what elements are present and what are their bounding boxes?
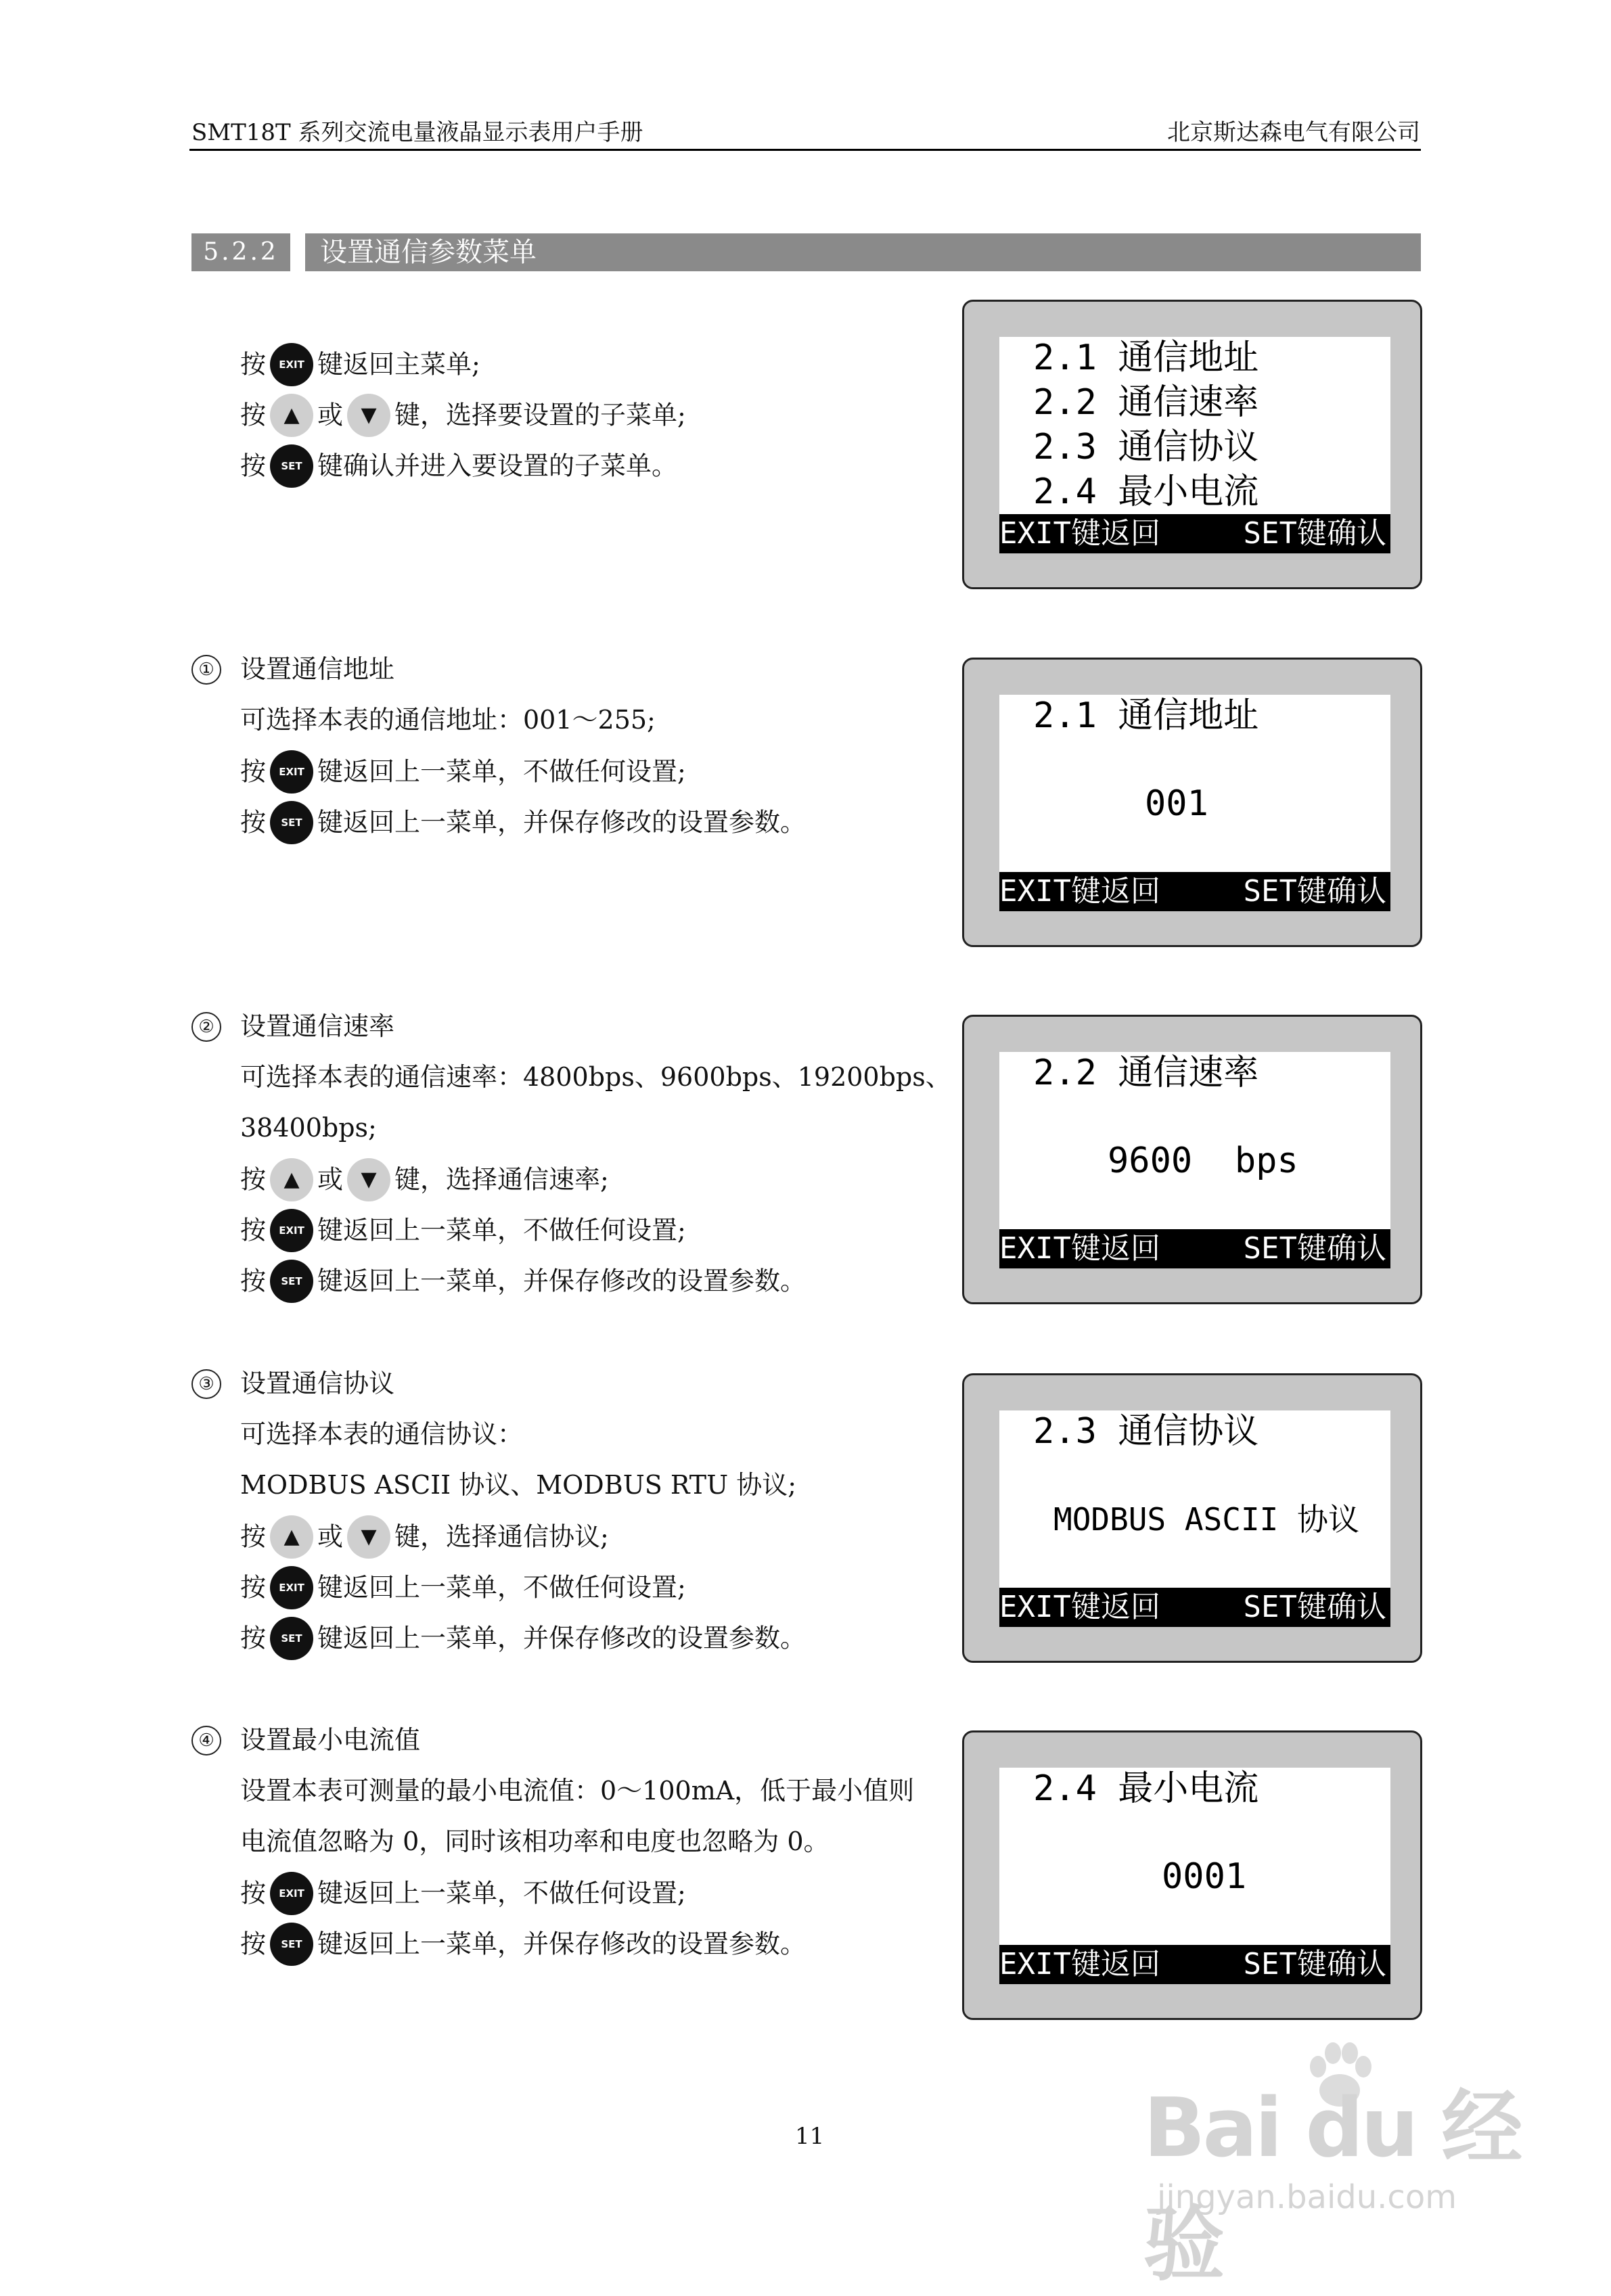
lcd-title: 2.1 通信地址: [1033, 695, 1259, 736]
up-key-icon: ▲: [270, 394, 313, 437]
item-desc: 38400bps;: [240, 1113, 377, 1143]
header-company: 北京斯达森电气有限公司: [1167, 119, 1420, 146]
exit-key-icon: EXIT: [270, 750, 313, 794]
set-key-icon: SET: [270, 1260, 313, 1303]
lcd-softkey-bar: EXIT键返回 SET键确认: [999, 1588, 1390, 1627]
down-key-icon: ▼: [347, 1515, 390, 1559]
lcd-softkey-bar: EXIT键返回 SET键确认: [999, 1945, 1390, 1984]
set-key-icon: SET: [270, 444, 313, 488]
lcd-screen: [999, 1052, 1390, 1268]
item-set-line: 按 SET 键返回上一菜单，并保存修改的设置参数。: [240, 1262, 806, 1305]
page-number: 11: [795, 2123, 825, 2150]
intro-line-exit: 按 EXIT 键返回主菜单;: [240, 345, 480, 388]
watermark-url: jingyan.baidu.com: [1157, 2178, 1457, 2216]
menu-line: 2.2 通信速率: [1033, 382, 1259, 423]
item-desc: 设置本表可测量的最小电流值：0～100mA，低于最小值则: [240, 1776, 915, 1806]
intro-line-set: 按 SET 键确认并进入要设置的子菜单。: [240, 446, 677, 490]
lcd-title: 2.3 通信协议: [1033, 1411, 1259, 1452]
lcd-screen: [999, 1410, 1390, 1627]
lcd-screen: [999, 695, 1390, 911]
down-key-icon: ▼: [347, 394, 390, 437]
lcd-softkey-bar: EXIT键返回 SET键确认: [999, 514, 1390, 553]
up-key-icon: ▲: [270, 1158, 313, 1201]
item-desc: 电流值忽略为 0，同时该相功率和电度也忽略为 0。: [240, 1827, 830, 1856]
item-set-line: 按 SET 键返回上一菜单，并保存修改的设置参数。: [240, 803, 806, 846]
lcd-title: 2.2 通信速率: [1033, 1053, 1259, 1093]
lcd-screen: [999, 337, 1390, 553]
set-key-icon: SET: [270, 1923, 313, 1966]
item-exit-line: 按 EXIT 键返回上一菜单，不做任何设置;: [240, 1211, 686, 1254]
item-exit-line: 按 EXIT 键返回上一菜单，不做任何设置;: [240, 752, 686, 796]
section-bar: [191, 233, 1421, 271]
intro-line-select: 按 ▲ 或 ▼ 键，选择要设置的子菜单;: [240, 396, 686, 439]
item-set-line: 按 SET 键返回上一菜单，并保存修改的设置参数。: [240, 1925, 806, 1968]
lcd-panel-min-current: [962, 1730, 1422, 2020]
lcd-value: 9600 bps: [1108, 1141, 1298, 1181]
item-set-line: 按 SET 键返回上一菜单，并保存修改的设置参数。: [240, 1619, 806, 1662]
lcd-softkey-bar: EXIT键返回 SET键确认: [999, 872, 1390, 911]
exit-key-icon: EXIT: [270, 1566, 313, 1609]
item-select-line: 按 ▲ 或 ▼ 键，选择通信速率;: [240, 1160, 609, 1203]
item-desc: 可选择本表的通信协议：: [240, 1419, 524, 1449]
menu-line: 2.4 最小电流: [1033, 472, 1259, 512]
item-heading-address: ① 设置通信地址: [191, 651, 394, 687]
lcd-value: 0001: [1162, 1856, 1247, 1897]
watermark-logo: Bai du 经验: [1143, 2082, 1520, 2292]
baidu-watermark: [1143, 2036, 1522, 2292]
item-desc: 可选择本表的通信速率：4800bps、9600bps、19200bps、: [240, 1062, 951, 1092]
header-title: SMT18T 系列交流电量液晶显示表用户手册: [191, 119, 643, 146]
item-select-line: 按 ▲ 或 ▼ 键，选择通信协议;: [240, 1517, 609, 1561]
item-heading-min-current: ④ 设置最小电流值: [191, 1722, 420, 1758]
item-number: ①: [191, 655, 221, 685]
section-number: 5.2.2: [191, 233, 290, 271]
lcd-panel-menu: [962, 300, 1422, 589]
up-key-icon: ▲: [270, 1515, 313, 1559]
exit-key-icon: EXIT: [270, 1872, 313, 1915]
item-desc: 可选择本表的通信地址：001～255;: [240, 705, 656, 735]
section-title: 设置通信参数菜单: [305, 233, 1421, 271]
lcd-value: 001: [1145, 783, 1208, 824]
lcd-panel-rate: [962, 1015, 1422, 1304]
lcd-value: MODBUS ASCII 协议: [1053, 1501, 1360, 1538]
item-number: ③: [191, 1369, 221, 1399]
item-exit-line: 按 EXIT 键返回上一菜单，不做任何设置;: [240, 1568, 686, 1611]
menu-line: 2.3 通信协议: [1033, 427, 1259, 467]
item-number: ②: [191, 1012, 221, 1042]
lcd-softkey-bar: EXIT键返回 SET键确认: [999, 1229, 1390, 1268]
lcd-title: 2.4 最小电流: [1033, 1768, 1259, 1809]
exit-key-icon: EXIT: [270, 343, 313, 386]
menu-line: 2.1 通信地址: [1033, 338, 1259, 378]
lcd-panel-address: [962, 658, 1422, 947]
lcd-screen: [999, 1768, 1390, 1984]
header-rule: [189, 149, 1421, 151]
set-key-icon: SET: [270, 801, 313, 844]
set-key-icon: SET: [270, 1617, 313, 1660]
item-desc: MODBUS ASCII 协议、MODBUS RTU 协议;: [240, 1470, 797, 1500]
lcd-panel-protocol: [962, 1373, 1422, 1663]
item-exit-line: 按 EXIT 键返回上一菜单，不做任何设置;: [240, 1874, 686, 1917]
down-key-icon: ▼: [347, 1158, 390, 1201]
exit-key-icon: EXIT: [270, 1209, 313, 1252]
item-number: ④: [191, 1726, 221, 1755]
item-heading-rate: ② 设置通信速率: [191, 1008, 394, 1044]
item-heading-protocol: ③ 设置通信协议: [191, 1365, 394, 1402]
